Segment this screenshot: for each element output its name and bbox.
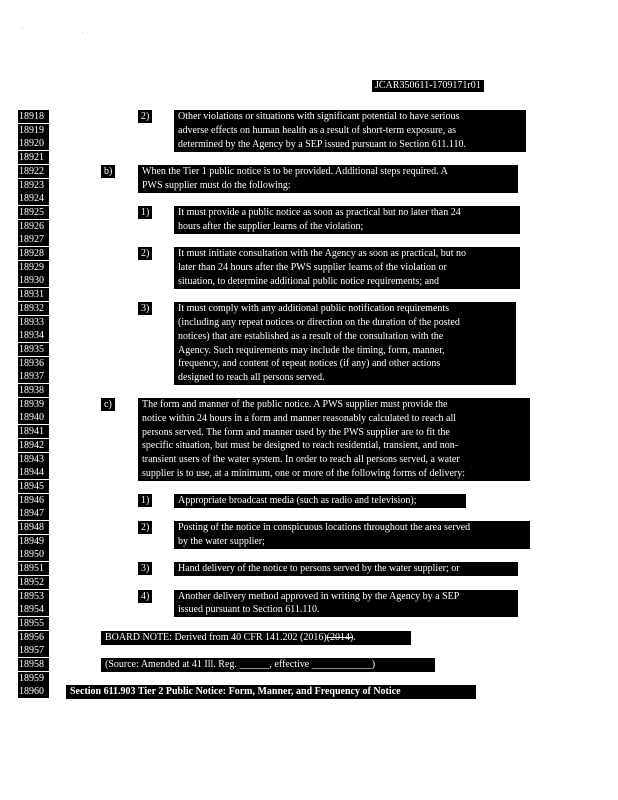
board-note <box>101 631 411 645</box>
text-line: When the Tier 1 public notice is to be provided. Additional steps required. A <box>142 165 448 177</box>
line-number: 18925 <box>18 206 49 219</box>
line-number: 18959 <box>18 672 49 685</box>
line-number: 18948 <box>18 521 49 534</box>
item-marker: 2) <box>138 247 152 260</box>
line-number: 18923 <box>18 179 49 192</box>
text-line: (including any repeat notices or direction on the duration of the posted <box>178 316 460 328</box>
item-marker: 1) <box>138 494 152 507</box>
line-number: 18934 <box>18 329 49 342</box>
text-line: Another delivery method approved in writing by the Agency by a SEP <box>178 590 460 602</box>
paragraph-b3-comply <box>174 302 516 385</box>
line-number: 18956 <box>18 631 49 644</box>
text-line: Appropriate broadcast media (such as radio and television); <box>178 494 417 506</box>
line-number: 18943 <box>18 453 49 466</box>
line-number: 18922 <box>18 165 49 178</box>
board-note-text: BOARD NOTE: Derived from 40 CFR 141.202 (2016) <box>105 631 327 643</box>
text-line: It must provide a public notice as soon as practical but no later than 24 <box>178 206 461 218</box>
line-number: 18942 <box>18 439 49 452</box>
line-number: 18945 <box>18 480 49 493</box>
paragraph-c-form-and-manner <box>138 398 530 481</box>
item-marker: 4) <box>138 590 152 603</box>
line-number: 18927 <box>18 233 49 246</box>
paragraph-c2-posting <box>174 521 530 549</box>
text-line: issued pursuant to Section 611.110. <box>178 604 320 616</box>
subsection-marker: c) <box>101 398 115 411</box>
line-number: 18960 <box>18 685 49 698</box>
line-number: 18937 <box>18 370 49 383</box>
subsection-marker: b) <box>101 165 115 178</box>
text-line: Posting of the notice in conspicuous locations throughout the area served <box>178 522 471 533</box>
line-number: 18939 <box>18 398 49 411</box>
text-line: later than 24 hours after the PWS supplier learns of the violation or <box>178 261 447 273</box>
paragraph-b-tier1-steps <box>138 165 518 193</box>
text-line: Agency. Such requirements may include the timing, form, manner, <box>178 344 445 356</box>
item-marker: 3) <box>138 302 152 315</box>
line-number: 18938 <box>18 384 49 397</box>
line-number: 18953 <box>18 590 49 603</box>
line-number: 18932 <box>18 302 49 315</box>
source-text: (Source: Amended at 41 Ill. Reg. ______, effective ____________) <box>105 659 376 670</box>
line-number: 18926 <box>18 220 49 233</box>
text-line: hours after the supplier learns of the violation; <box>178 220 364 232</box>
text-line: adverse effects on human health as a result of short-term exposure, as <box>178 124 457 136</box>
line-number: 18918 <box>18 110 49 123</box>
paragraph-c1-broadcast <box>174 494 466 508</box>
text-line: designed to reach all persons served. <box>178 372 325 384</box>
paragraph-c3-hand-delivery <box>174 562 518 576</box>
text-line: Hand delivery of the notice to persons served by the water supplier; or <box>178 563 460 575</box>
board-note-struck-year: (2014) <box>326 631 354 643</box>
text-line: specific situation, but must be designed to reach residential, transient, and non- <box>142 440 459 452</box>
text-line: PWS supplier must do the following: <box>142 179 291 191</box>
section-heading <box>66 685 476 699</box>
item-marker: 1) <box>138 206 152 219</box>
line-number: 18929 <box>18 261 49 274</box>
line-number: 18958 <box>18 658 49 671</box>
line-number: 18954 <box>18 603 49 616</box>
line-number: 18935 <box>18 343 49 356</box>
document-code: JCAR350611-1709171r01 <box>372 80 484 92</box>
text-line: situation, to determine additional public notice requirements; and <box>178 275 440 287</box>
line-number: 18930 <box>18 274 49 287</box>
paragraph-item-2-serious-effects <box>174 110 526 152</box>
source-note <box>101 658 435 672</box>
board-note-end: . <box>353 631 356 643</box>
line-number: 18921 <box>18 151 49 164</box>
text-line: notices) that are established as a result of the consultation with the <box>178 330 444 342</box>
line-number: 18920 <box>18 137 49 150</box>
section-heading-text: Section 611.903 Tier 2 Public Notice: Form, Manner, and Frequency of Notice <box>70 686 401 698</box>
text-line: determined by the Agency by a SEP issued pursuant to Section 611.110. <box>178 138 467 150</box>
paragraph-b1-provide-notice <box>174 206 520 234</box>
text-line: frequency, and content of repeat notices (if any) and other actions <box>178 358 441 370</box>
text-line: It must initiate consultation with the Agency as soon as practical, but no <box>178 248 466 259</box>
item-marker: 2) <box>138 521 152 534</box>
text-line: supplier is to use, at a minimum, one or more of the following forms of delivery: <box>142 468 465 480</box>
line-number: 18957 <box>18 644 49 657</box>
text-line: by the water supplier; <box>178 535 265 547</box>
item-marker: 2) <box>138 110 152 123</box>
line-number: 18949 <box>18 535 49 548</box>
line-number: 18946 <box>18 494 49 507</box>
line-number: 18952 <box>18 576 49 589</box>
line-number: 18928 <box>18 247 49 260</box>
line-number: 18931 <box>18 288 49 301</box>
text-line: The form and manner of the public notice. A PWS supplier must provide the <box>142 398 448 410</box>
text-line: persons served. The form and manner used by the PWS supplier are to fit the <box>142 426 450 438</box>
line-number: 18924 <box>18 192 49 205</box>
line-number: 18950 <box>18 548 49 561</box>
text-line: notice within 24 hours in a form and manner reasonably calculated to reach all <box>142 412 457 424</box>
line-number: 18944 <box>18 466 49 479</box>
line-number: 18955 <box>18 617 49 630</box>
line-number: 18936 <box>18 357 49 370</box>
item-marker: 3) <box>138 562 152 575</box>
line-number: 18941 <box>18 425 49 438</box>
scan-marks: ' . <box>22 26 112 35</box>
line-number: 18919 <box>18 124 49 137</box>
line-number: 18940 <box>18 411 49 424</box>
line-number: 18951 <box>18 562 49 575</box>
paragraph-b2-consultation <box>174 247 520 289</box>
line-number: 18947 <box>18 507 49 520</box>
text-line: transient users of the water system. In order to reach all persons served, a water <box>142 454 460 466</box>
text-line: It must comply with any additional public notification requirements <box>178 302 450 314</box>
paragraph-c4-other-method <box>174 590 518 618</box>
text-line: Other violations or situations with significant potential to have serious <box>178 111 460 122</box>
line-number: 18933 <box>18 316 49 329</box>
